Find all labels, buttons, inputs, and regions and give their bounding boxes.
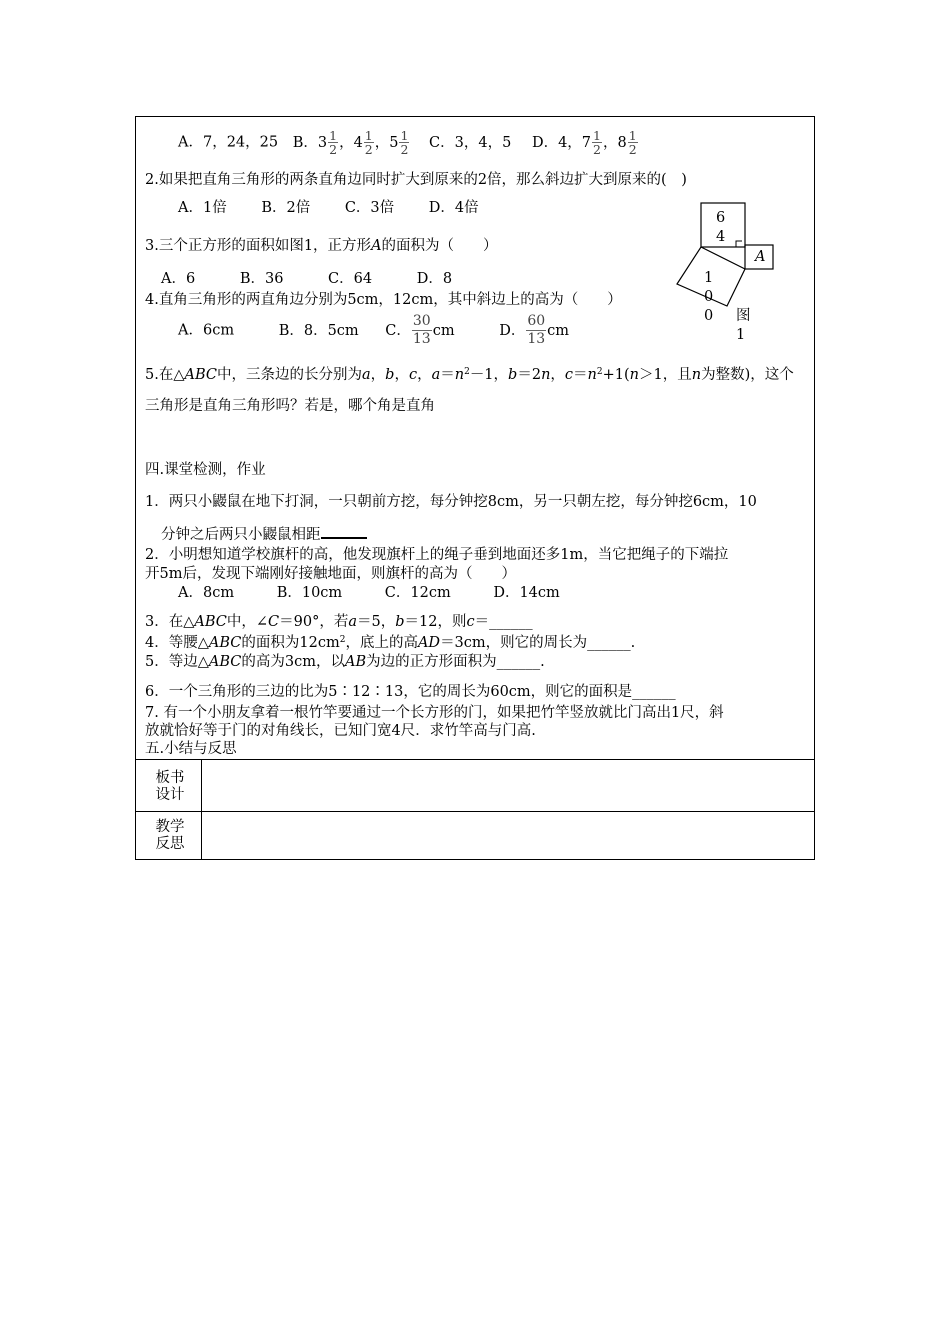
s4-p4: 4．等腰△ABC的面积为$12cm^2$，底上的高AD＝3cm，则它的周长为______. bbox=[145, 635, 636, 651]
s4-p2-options bbox=[178, 584, 560, 602]
board-design-cell[interactable] bbox=[202, 760, 814, 810]
section4-title: 四.课堂检测，作业 bbox=[145, 462, 266, 478]
q4-option-a: A．6cm bbox=[178, 322, 235, 339]
s4-p2-option-b: B．10cm bbox=[276, 585, 343, 601]
s4-p7-line1: 7. 有一个小朋友拿着一根竹竿要通过一个长方形的门，如果把竹竿竖放就比门高出1尺，斜 bbox=[145, 705, 724, 721]
s4-p1-line2: 分钟之后两只小鼹鼠相距 bbox=[161, 524, 367, 544]
q2-stem: 2.如果把直角三角形的两条直角边同时扩大到原来的2倍，那么斜边扩大到原来的( ) bbox=[145, 172, 687, 188]
square-64-label-2: 4 bbox=[716, 229, 726, 245]
row-label-teaching-reflection: 教学 反思 bbox=[155, 819, 185, 852]
figure-1-squares bbox=[662, 198, 782, 348]
q2-option-a: A．1倍 bbox=[178, 200, 227, 216]
s4-p2-option-a: A．8cm bbox=[178, 585, 235, 601]
s4-p1-line1: 1．两只小鼹鼠在地下打洞，一只朝前方挖，每分钟挖8cm，另一只朝左挖，每分钟挖6cm，10 bbox=[145, 494, 757, 510]
q5-stem-line1: 5.在△ABC中，三条边的长分别为a，b，c，$a=n^2-1$，b＝2n，$c=n^2+1(n>1$，且n为整数)，这个 bbox=[145, 367, 794, 383]
figure-caption-2: 1 bbox=[736, 327, 746, 343]
q5-stem-line2: 三角形是直角三角形吗？若是，哪个角是直角 bbox=[145, 398, 435, 414]
q1-option-b: B．3 $\frac{1}{2}$ ，4 $\frac{1}{2}$ ，5 $\frac{1}{2}$ bbox=[292, 128, 409, 157]
q3-option-d: D．8 bbox=[416, 271, 453, 287]
s4-p6: 6．一个三角形的三边的比为5∶12∶13，它的周长为60cm，则它的面积是______ bbox=[145, 684, 676, 700]
section5-title: 五.小结与反思 bbox=[145, 741, 237, 757]
q3-options bbox=[161, 270, 452, 288]
q4-option-d: D． $\frac{60}{13}$ cm bbox=[499, 313, 570, 347]
s4-p2-line2: 开5m后，发现下端刚好接触地面，则旗杆的高为（ ） bbox=[145, 566, 516, 582]
s4-p3: 3．在△ABC中，∠C＝90°，若a＝5，b＝12，则c＝______ bbox=[145, 614, 533, 630]
q1-option-a: A．7，24，25 bbox=[178, 134, 279, 151]
q2-option-c: C．3倍 bbox=[344, 200, 395, 216]
s4-p7-line2: 放就恰好等于门的对角线长，已知门宽4尺．求竹竿高与门高. bbox=[145, 723, 536, 739]
q2-option-b: B．2倍 bbox=[261, 200, 311, 216]
q3-stem: 3.三个正方形的面积如图1，正方形A的面积为（ ） bbox=[145, 238, 498, 254]
q4-stem: 4.直角三角形的两直角边分别为5cm，12cm，其中斜边上的高为（ ） bbox=[145, 292, 622, 308]
s4-p5: 5．等边△ABC的高为3cm，以AB为边的正方形面积为______. bbox=[145, 654, 545, 670]
square-100-label-3: 0 bbox=[704, 308, 714, 324]
q1-option-c: C．3，4，5 bbox=[429, 134, 512, 151]
square-100-label-2: 0 bbox=[704, 289, 714, 305]
q4-options bbox=[178, 313, 569, 348]
q4-option-b: B．8．5cm bbox=[278, 322, 359, 339]
q2-option-d: D．4倍 bbox=[428, 200, 479, 216]
q1-options bbox=[178, 129, 639, 156]
square-a-label: A bbox=[755, 249, 766, 265]
row-label-board-design: 板书 设计 bbox=[155, 770, 185, 803]
q3-option-b: B．36 bbox=[239, 271, 284, 287]
s4-p2-line1: 2．小明想知道学校旗杆的高，他发现旗杆上的绳子垂到地面还多1m，当它把绳子的下端拉 bbox=[145, 547, 729, 563]
figure-caption-1: 图 bbox=[736, 308, 751, 324]
q2-options bbox=[178, 199, 479, 217]
q3-option-a: A．6 bbox=[161, 271, 196, 287]
answer-blank[interactable] bbox=[321, 524, 367, 539]
square-64-label-1: 6 bbox=[716, 210, 726, 226]
square-100-label-1: 1 bbox=[704, 270, 714, 286]
s4-p2-option-d: D．14cm bbox=[493, 585, 560, 601]
q1-option-d: D．4，7 $\frac{1}{2}$ ，8 $\frac{1}{2}$ bbox=[531, 128, 637, 157]
q3-option-c: C．64 bbox=[328, 271, 373, 287]
teaching-reflection-cell[interactable] bbox=[202, 812, 814, 859]
q4-option-c: C． $\frac{30}{13}$ cm bbox=[385, 313, 455, 347]
s4-p2-option-c: C．12cm bbox=[384, 585, 451, 601]
